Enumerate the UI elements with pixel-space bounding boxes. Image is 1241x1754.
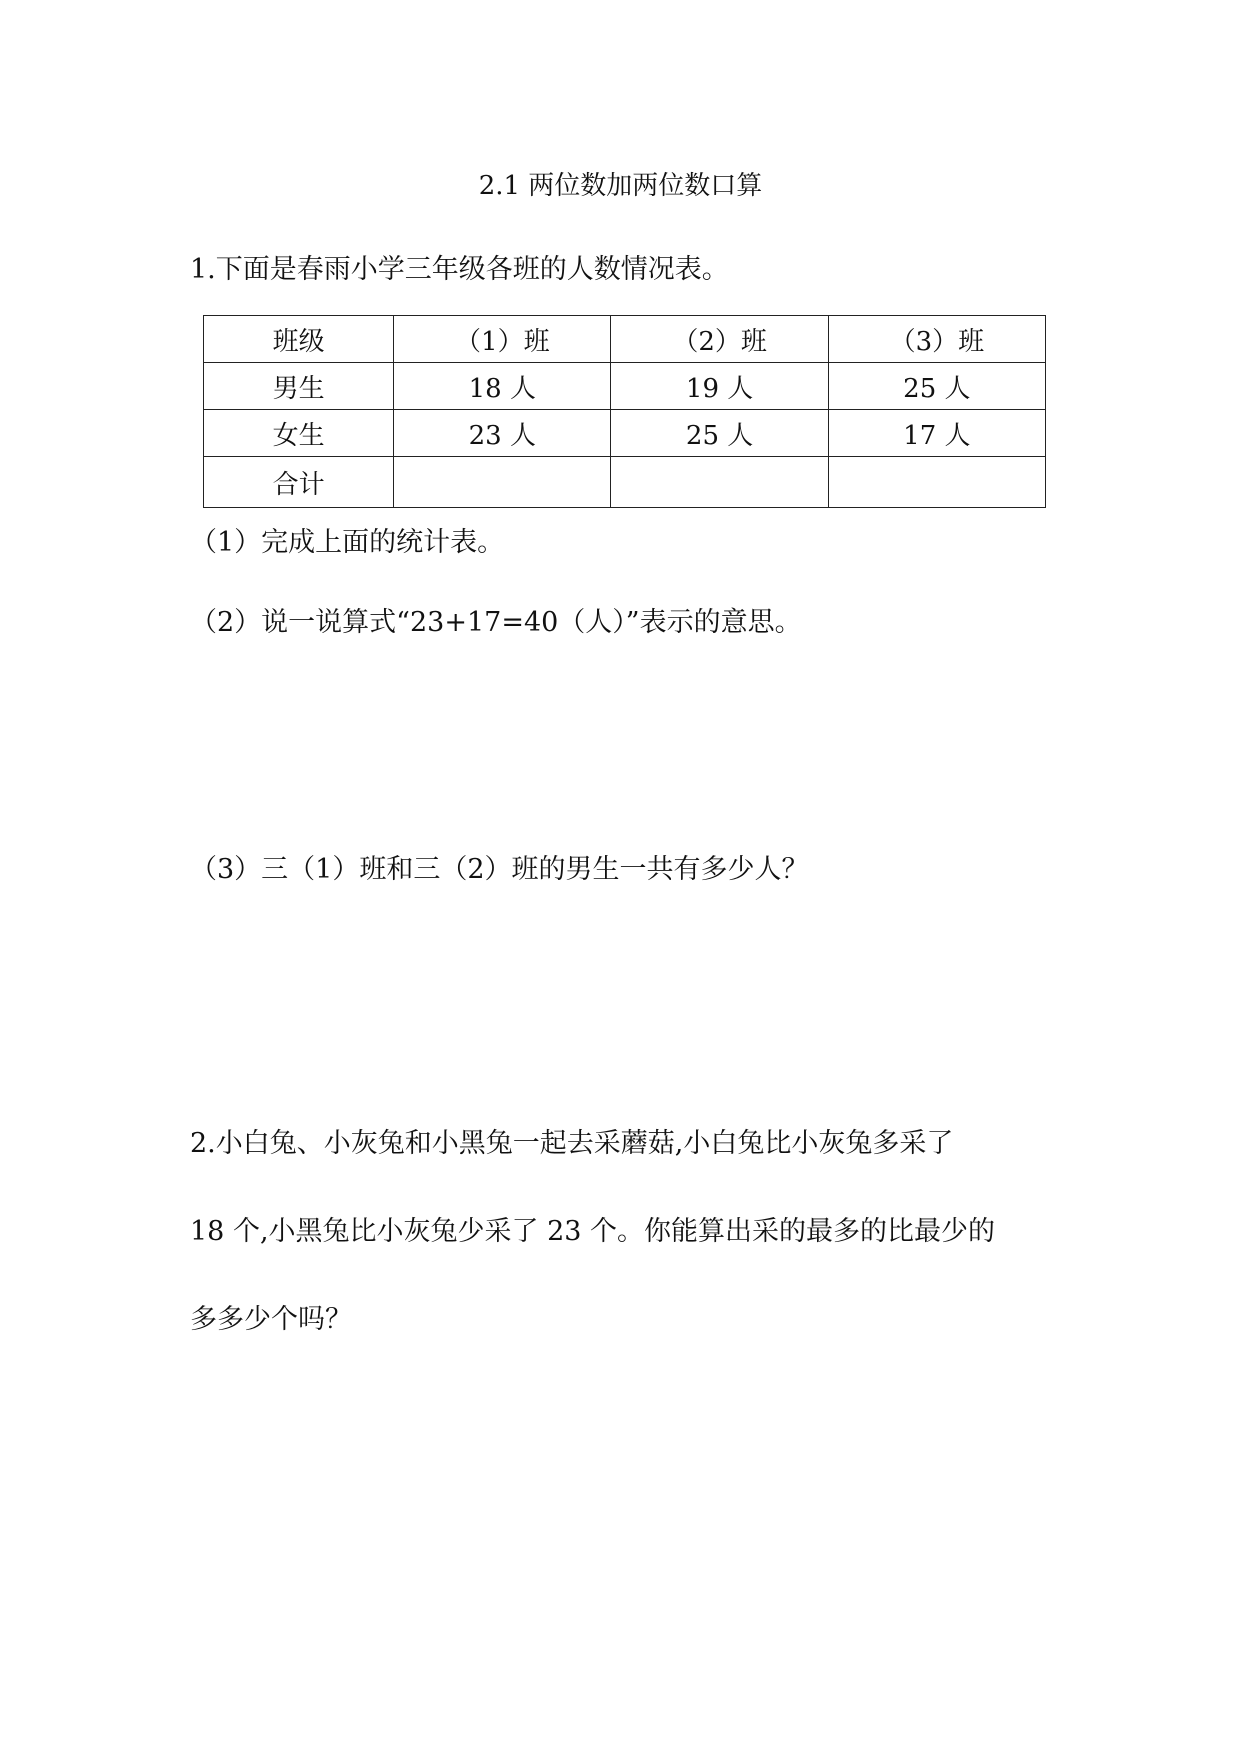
question-2 [190,1100,1070,1364]
table-cell: 23 人 [394,410,611,457]
table-row-boys [204,363,1046,410]
question-2-line: 2.小白兔、小灰兔和小黑兔一起去采蘑菇,小白兔比小灰兔多采了 [190,1128,954,1159]
table-cell: 18 人 [394,363,611,410]
question-1-sub-3: （3）三（1）班和三（2）班的男生一共有多少人？ [190,854,809,885]
table-row-label: 女生 [204,410,394,457]
table-header-cell: （1）班 [394,316,611,363]
table-row-girls [204,410,1046,457]
question-1-sub-2: （2）说一说算式“23+17=40（人）”表示的意思。 [190,607,802,638]
table-row-label: 合计 [204,457,394,508]
table-blank-cell[interactable] [394,457,611,508]
question-1-sub-1: （1）完成上面的统计表。 [190,527,505,558]
table-cell: 17 人 [828,410,1045,457]
table-row-total [204,457,1046,508]
page-title: 2.1 两位数加两位数口算 [478,171,763,201]
table-cell: 25 人 [828,363,1045,410]
table-header-cell: （2）班 [611,316,828,363]
table-header-row [204,316,1046,363]
question-2-line: 18 个,小黑兔比小灰兔少采了 23 个。你能算出采的最多的比最少的 [190,1216,996,1247]
question-1-prompt: 1.下面是春雨小学三年级各班的人数情况表。 [190,254,729,285]
table-header-cell: 班级 [204,316,394,363]
table-header-cell: （3）班 [828,316,1045,363]
table-cell: 25 人 [611,410,828,457]
table-blank-cell[interactable] [828,457,1045,508]
table-blank-cell[interactable] [611,457,828,508]
class-count-table [203,315,1046,508]
table-cell: 19 人 [611,363,828,410]
table-row-label: 男生 [204,363,394,410]
question-2-line: 多多少个吗？ [190,1304,352,1335]
